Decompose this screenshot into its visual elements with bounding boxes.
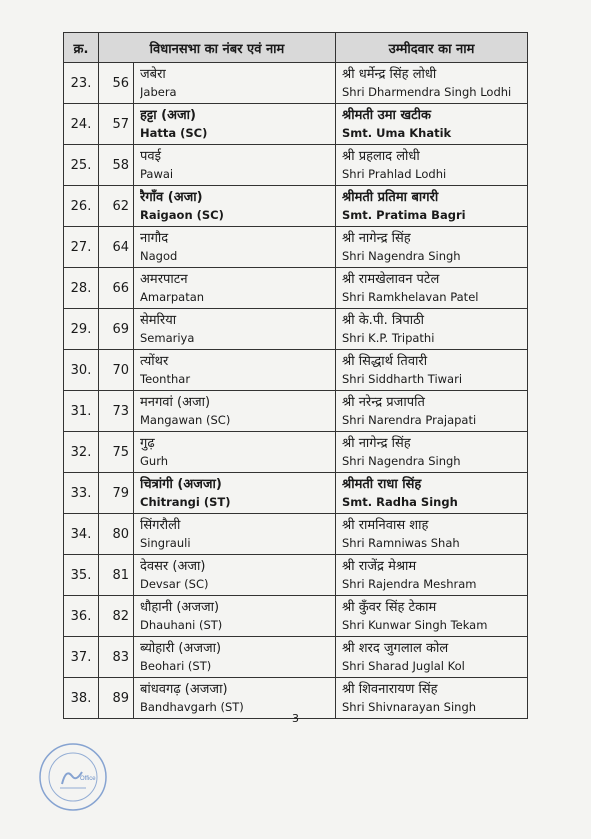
constituency-name-hindi: पवई [140,149,161,164]
constituency-name-cell [134,227,336,268]
constituency-number-cell: 69 [99,309,134,350]
candidate-name-english: Smt. Pratima Bagri [342,208,466,222]
candidate-name-english: Smt. Radha Singh [342,495,458,509]
constituency-name-hindi: देवसर (अजा) [140,559,206,574]
constituency-number-cell: 79 [99,473,134,514]
constituency-name-cell [134,145,336,186]
candidate-name-english: Shri K.P. Tripathi [342,331,435,345]
party-seal-icon [38,742,108,812]
constituency-name-hindi: अमरपाटन [140,272,188,287]
header-candidate: उम्मीदवार का नाम [336,33,528,63]
candidate-list [63,32,527,719]
constituency-name-hindi: गुढ़ [140,436,155,451]
serial-cell: 28. [64,268,99,309]
constituency-name-english: Bandhavgarh (ST) [140,700,244,714]
candidate-name-cell [336,637,528,678]
constituency-name-hindi: त्योंथर [140,354,169,369]
candidate-name-cell [336,104,528,145]
constituency-name-cell [134,555,336,596]
candidate-name-english: Smt. Uma Khatik [342,126,452,140]
constituency-name-english: Amarpatan [140,290,205,304]
candidate-name-cell [336,227,528,268]
constituency-name-cell [134,186,336,227]
serial-cell: 24. [64,104,99,145]
constituency-name-cell [134,391,336,432]
constituency-name-english: Chitrangi (ST) [140,495,231,509]
constituency-number-cell: 73 [99,391,134,432]
candidate-name-hindi: श्रीमती राधा सिंह [342,477,422,492]
candidate-name-english: Shri Shivnarayan Singh [342,700,477,714]
candidate-name-hindi: श्री शिवनारायण सिंह [342,682,438,697]
candidate-name-hindi: श्री धर्मेन्द्र सिंह लोधी [342,67,437,82]
constituency-number-cell: 89 [99,678,134,719]
table-row [64,309,528,350]
serial-cell: 27. [64,227,99,268]
constituency-name-cell [134,63,336,104]
candidate-name-english: Shri Nagendra Singh [342,454,461,468]
candidate-name-hindi: श्री कुँवर सिंह टेकाम [342,600,437,615]
constituency-number-cell: 82 [99,596,134,637]
table-body [64,63,528,719]
candidate-name-cell [336,350,528,391]
serial-cell: 23. [64,63,99,104]
constituency-name-hindi: सेमरिया [140,313,177,328]
serial-cell: 25. [64,145,99,186]
constituency-name-english: Teonthar [140,372,191,386]
constituency-name-cell [134,309,336,350]
candidate-name-hindi: श्री सिद्धार्थ तिवारी [342,354,428,369]
candidate-name-cell [336,268,528,309]
constituency-number-cell: 58 [99,145,134,186]
candidate-name-english: Shri Narendra Prajapati [342,413,477,427]
constituency-name-english: Beohari (ST) [140,659,212,673]
candidate-name-cell [336,186,528,227]
table-row [64,473,528,514]
candidate-table [63,32,528,719]
candidate-name-hindi: श्री रामखेलावन पटेल [342,272,440,287]
candidate-name-english: Shri Sharad Juglal Kol [342,659,465,673]
table-row [64,186,528,227]
constituency-name-english: Semariya [140,331,195,345]
candidate-name-english: Shri Prahlad Lodhi [342,167,447,181]
serial-cell: 26. [64,186,99,227]
constituency-name-cell [134,514,336,555]
candidate-name-cell [336,432,528,473]
candidate-name-english: Shri Ramkhelavan Patel [342,290,479,304]
candidate-name-hindi: श्री राजेंद्र मेश्राम [342,559,417,574]
candidate-name-cell [336,514,528,555]
constituency-name-hindi: धौहानी (अजजा) [140,600,220,615]
constituency-name-cell [134,432,336,473]
constituency-number-cell: 83 [99,637,134,678]
constituency-name-hindi: ब्योहारी (अजजा) [140,641,222,656]
table-header-row [64,33,528,63]
candidate-name-hindi: श्री नरेन्द्र प्रजापति [342,395,425,410]
table-row [64,391,528,432]
serial-cell: 37. [64,637,99,678]
candidate-name-cell [336,63,528,104]
constituency-number-cell: 70 [99,350,134,391]
serial-cell: 35. [64,555,99,596]
constituency-name-hindi: चित्रांगी (अजजा) [140,477,222,492]
candidate-name-hindi: श्रीमती उमा खटीक [342,108,431,123]
table-row [64,432,528,473]
constituency-name-hindi: जबेरा [140,67,166,82]
constituency-number-cell: 62 [99,186,134,227]
candidate-name-hindi: श्री शरद जुगलाल कोल [342,641,449,656]
table-row [64,145,528,186]
serial-cell: 29. [64,309,99,350]
constituency-number-cell: 80 [99,514,134,555]
constituency-name-cell [134,268,336,309]
candidate-name-cell [336,596,528,637]
serial-cell: 36. [64,596,99,637]
candidate-name-hindi: श्री के.पी. त्रिपाठी [342,313,425,328]
serial-cell: 31. [64,391,99,432]
constituency-name-cell [134,637,336,678]
serial-cell: 33. [64,473,99,514]
constituency-name-english: Nagod [140,249,178,263]
candidate-name-english: Shri Dharmendra Singh Lodhi [342,85,512,99]
constituency-name-english: Devsar (SC) [140,577,209,591]
constituency-name-english: Jabera [140,85,177,99]
candidate-name-cell [336,391,528,432]
constituency-name-english: Hatta (SC) [140,126,208,140]
table-row [64,63,528,104]
constituency-name-hindi: रैगाँव (अजा) [140,190,203,205]
serial-cell: 32. [64,432,99,473]
table-row [64,268,528,309]
table-row [64,637,528,678]
constituency-name-hindi: नागौद [140,231,169,246]
constituency-name-english: Mangawan (SC) [140,413,231,427]
constituency-name-english: Raigaon (SC) [140,208,224,222]
seal-text: Office [80,776,96,782]
constituency-number-cell: 64 [99,227,134,268]
constituency-name-hindi: सिंगरौली [140,518,181,533]
candidate-name-hindi: श्री प्रहलाद लोधी [342,149,420,164]
table-row [64,596,528,637]
candidate-name-cell [336,555,528,596]
page-number: 3 [292,712,299,725]
constituency-name-english: Dhauhani (ST) [140,618,223,632]
candidate-name-hindi: श्री रामनिवास शाह [342,518,429,533]
candidate-name-cell [336,309,528,350]
table-row [64,514,528,555]
candidate-name-english: Shri Kunwar Singh Tekam [342,618,488,632]
constituency-number-cell: 56 [99,63,134,104]
serial-cell: 38. [64,678,99,719]
constituency-number-cell: 66 [99,268,134,309]
candidate-name-cell [336,473,528,514]
constituency-name-english: Singrauli [140,536,191,550]
candidate-name-cell [336,145,528,186]
candidate-name-english: Shri Ramniwas Shah [342,536,460,550]
candidate-name-english: Shri Rajendra Meshram [342,577,477,591]
header-constituency: विधानसभा का नंबर एवं नाम [99,33,336,63]
candidate-name-english: Shri Siddharth Tiwari [342,372,463,386]
candidate-name-hindi: श्री नागेन्द्र सिंह [342,436,411,451]
constituency-name-cell [134,104,336,145]
constituency-name-cell [134,473,336,514]
serial-cell: 34. [64,514,99,555]
candidate-name-english: Shri Nagendra Singh [342,249,461,263]
table-row [64,227,528,268]
constituency-number-cell: 57 [99,104,134,145]
constituency-name-cell [134,350,336,391]
candidate-name-hindi: श्रीमती प्रतिमा बागरी [342,190,439,205]
constituency-name-english: Pawai [140,167,174,181]
candidate-name-hindi: श्री नागेन्द्र सिंह [342,231,411,246]
constituency-number-cell: 75 [99,432,134,473]
constituency-name-hindi: बांधवगढ़ (अजजा) [140,682,228,697]
table-row [64,350,528,391]
constituency-name-hindi: मनगवां (अजा) [140,395,211,410]
table-row [64,104,528,145]
constituency-number-cell: 81 [99,555,134,596]
header-serial: क्र. [64,33,99,63]
constituency-name-english: Gurh [140,454,169,468]
serial-cell: 30. [64,350,99,391]
constituency-name-hindi: हट्टा (अजा) [140,108,196,123]
table-row [64,555,528,596]
constituency-name-cell [134,596,336,637]
